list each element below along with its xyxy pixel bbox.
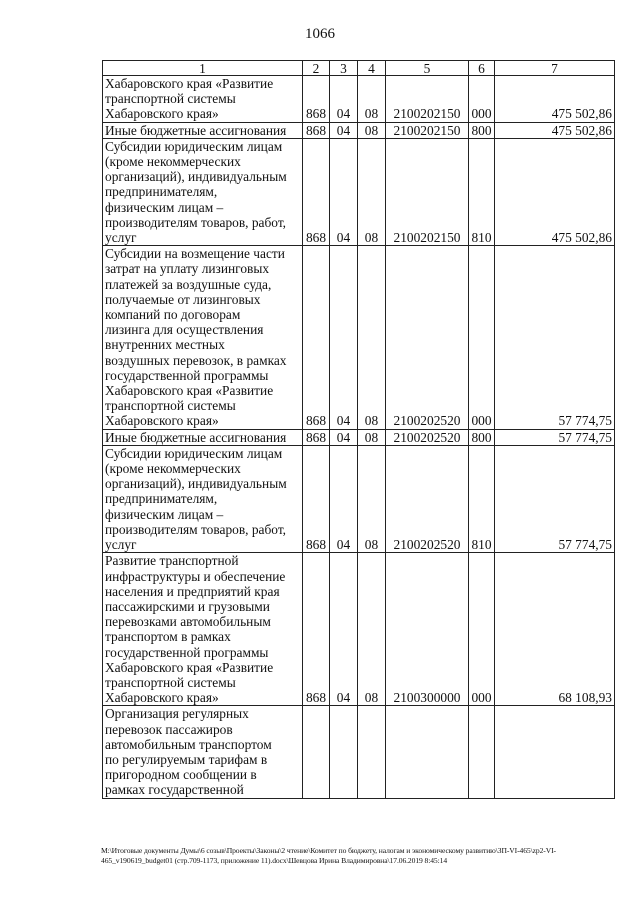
row-rz: 04 xyxy=(330,76,358,123)
row-sum: 57 774,75 xyxy=(495,429,615,445)
row-ved: 868 xyxy=(303,553,330,706)
row-pr: 08 xyxy=(358,246,386,429)
row-csr: 2100202150 xyxy=(386,138,469,245)
row-ved: 868 xyxy=(303,122,330,138)
col-header-vr: 6 xyxy=(469,61,495,76)
table-row xyxy=(103,76,615,123)
row-ved: 868 xyxy=(303,138,330,245)
row-vr: 000 xyxy=(469,76,495,123)
row-pr xyxy=(358,706,386,798)
col-header-name: 1 xyxy=(103,61,303,76)
row-pr: 08 xyxy=(358,553,386,706)
row-ved: 868 xyxy=(303,76,330,123)
row-ved: 868 xyxy=(303,445,330,552)
col-header-ved: 2 xyxy=(303,61,330,76)
footer-path-line-2: 465_v190619_budget01 (стр.709-1173, приложение 11).docx\Шевцова Ирина Владимировна\17.06.2019 8:45:14 xyxy=(101,856,448,865)
row-ved xyxy=(303,706,330,798)
row-name: Иные бюджетные ассигнования xyxy=(103,429,303,445)
row-name: Развитие транспортной инфраструктуры и обеспечение населения и предприятий края пассажирскими и грузовыми перевозками автомобильным транспортом в рамках государственной программы Хабаровского края «Развитие транспортной системы Хабаровского края» xyxy=(103,553,303,706)
col-header-csr: 5 xyxy=(386,61,469,76)
row-vr: 800 xyxy=(469,429,495,445)
row-vr xyxy=(469,706,495,798)
row-rz: 04 xyxy=(330,445,358,552)
row-csr: 2100202520 xyxy=(386,429,469,445)
row-sum: 475 502,86 xyxy=(495,122,615,138)
table-row xyxy=(103,553,615,706)
header-row xyxy=(103,61,615,76)
table-row xyxy=(103,429,615,445)
row-sum: 68 108,93 xyxy=(495,553,615,706)
footer-path-line-1: M:\Итоговые документы Думы\6 созыв\Проекты\Законы\2 чтение\Комитет по бюджету, налогам и экономическому развитию\ЗП-VI-465\zp2-VI- xyxy=(101,846,556,855)
row-sum: 475 502,86 xyxy=(495,76,615,123)
table-row xyxy=(103,445,615,552)
row-csr xyxy=(386,706,469,798)
row-sum xyxy=(495,706,615,798)
row-vr: 810 xyxy=(469,445,495,552)
col-header-sum: 7 xyxy=(495,61,615,76)
row-name: Субсидии юридическим лицам (кроме некоммерческих организаций), индивидуальным предпринимателям, физическим лицам – производителям товаров, работ, услуг xyxy=(103,445,303,552)
row-csr: 2100202150 xyxy=(386,76,469,123)
row-csr: 2100202150 xyxy=(386,122,469,138)
table-row xyxy=(103,706,615,798)
row-csr: 2100300000 xyxy=(386,553,469,706)
col-header-pr: 4 xyxy=(358,61,386,76)
page-number: 1066 xyxy=(305,26,335,42)
budget-table xyxy=(102,60,615,799)
row-pr: 08 xyxy=(358,138,386,245)
row-pr: 08 xyxy=(358,429,386,445)
row-pr: 08 xyxy=(358,76,386,123)
row-csr: 2100202520 xyxy=(386,246,469,429)
row-sum: 57 774,75 xyxy=(495,246,615,429)
table-row xyxy=(103,122,615,138)
row-name: Субсидии юридическим лицам (кроме некоммерческих организаций), индивидуальным предпринимателям, физическим лицам – производителям товаров, работ, услуг xyxy=(103,138,303,245)
row-ved: 868 xyxy=(303,246,330,429)
row-sum: 57 774,75 xyxy=(495,445,615,552)
table-row xyxy=(103,246,615,429)
row-sum: 475 502,86 xyxy=(495,138,615,245)
row-vr: 000 xyxy=(469,246,495,429)
col-header-rz: 3 xyxy=(330,61,358,76)
row-name: Иные бюджетные ассигнования xyxy=(103,122,303,138)
table-row xyxy=(103,138,615,245)
row-rz: 04 xyxy=(330,138,358,245)
row-name: Организация регулярных перевозок пассажиров автомобильным транспортом по регулируемым тарифам в пригородном сообщении в рамках государственной xyxy=(103,706,303,798)
row-rz: 04 xyxy=(330,122,358,138)
row-vr: 810 xyxy=(469,138,495,245)
row-pr: 08 xyxy=(358,445,386,552)
row-name: Хабаровского края «Развитие транспортной системы Хабаровского края» xyxy=(103,76,303,123)
row-rz xyxy=(330,706,358,798)
row-vr: 000 xyxy=(469,553,495,706)
row-rz: 04 xyxy=(330,429,358,445)
row-csr: 2100202520 xyxy=(386,445,469,552)
document-footer xyxy=(101,846,621,866)
row-vr: 800 xyxy=(469,122,495,138)
row-ved: 868 xyxy=(303,429,330,445)
row-name: Субсидии на возмещение части затрат на уплату лизинговых платежей за воздушные суда, получаемые от лизинговых компаний по договорам лизинга для осуществления внутренних местных воздушных перевозок, в рамках государственной программы Хабаровского края «Развитие транспортной системы Хабаровского края» xyxy=(103,246,303,429)
row-rz: 04 xyxy=(330,246,358,429)
row-rz: 04 xyxy=(330,553,358,706)
row-pr: 08 xyxy=(358,122,386,138)
